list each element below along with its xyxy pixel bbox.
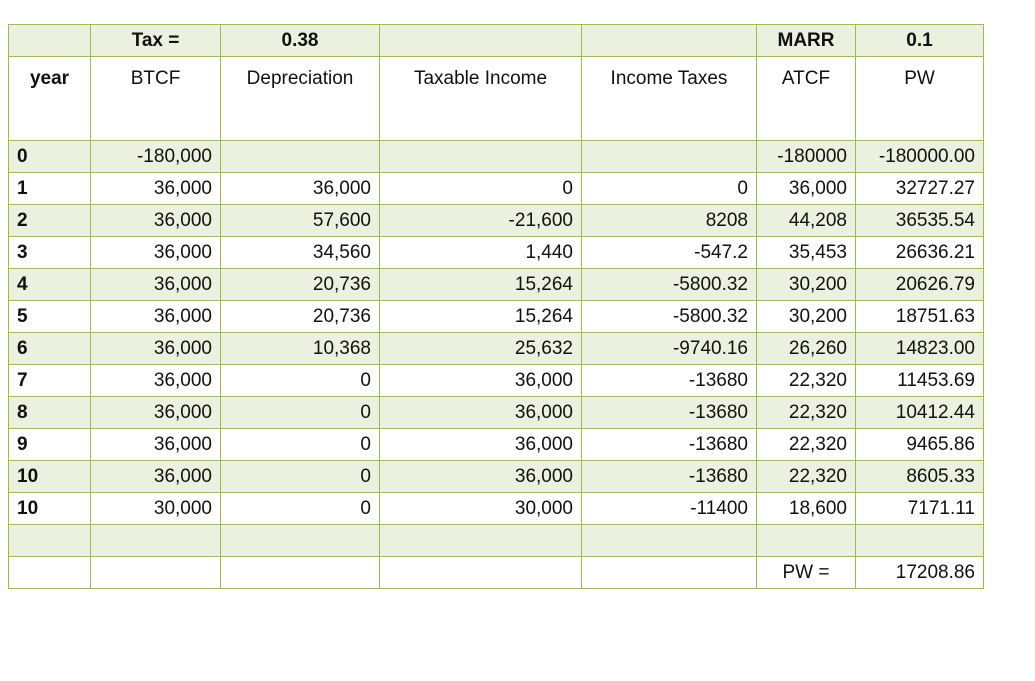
taxable-income-cell[interactable]: 36,000 [380, 461, 582, 493]
header-depreciation[interactable]: Depreciation [221, 57, 380, 141]
table-row [9, 205, 984, 237]
taxable-income-cell[interactable]: 1,440 [380, 237, 582, 269]
depreciation-cell[interactable]: 36,000 [221, 173, 380, 205]
depreciation-cell[interactable]: 0 [221, 397, 380, 429]
year-cell[interactable]: 2 [9, 205, 91, 237]
table-row [9, 493, 984, 525]
year-cell[interactable]: 7 [9, 365, 91, 397]
atcf-cell[interactable]: 30,200 [757, 269, 856, 301]
pw-cell[interactable]: -180000.00 [856, 141, 984, 173]
table-row [9, 429, 984, 461]
empty-cell[interactable] [380, 557, 582, 589]
pw-cell[interactable]: 20626.79 [856, 269, 984, 301]
taxable-income-cell[interactable]: -21,600 [380, 205, 582, 237]
btcf-cell[interactable]: 36,000 [91, 237, 221, 269]
empty-cell[interactable] [582, 25, 757, 57]
year-cell[interactable]: 8 [9, 397, 91, 429]
pw-cell[interactable]: 26636.21 [856, 237, 984, 269]
year-cell[interactable]: 3 [9, 237, 91, 269]
depreciation-cell[interactable]: 0 [221, 365, 380, 397]
empty-cell[interactable] [9, 25, 91, 57]
marr-label-cell[interactable]: MARR [757, 25, 856, 57]
pw-cell[interactable]: 11453.69 [856, 365, 984, 397]
atcf-cell[interactable]: 36,000 [757, 173, 856, 205]
header-row [9, 57, 984, 141]
table-row [9, 173, 984, 205]
table-row [9, 269, 984, 301]
depreciation-cell[interactable]: 10,368 [221, 333, 380, 365]
parameter-row [9, 25, 984, 57]
pw-cell[interactable]: 10412.44 [856, 397, 984, 429]
empty-cell[interactable] [582, 557, 757, 589]
pw-cell[interactable]: 32727.27 [856, 173, 984, 205]
year-cell[interactable]: 0 [9, 141, 91, 173]
income-taxes-cell[interactable]: 0 [582, 173, 757, 205]
income-taxes-cell[interactable]: -9740.16 [582, 333, 757, 365]
income-taxes-cell[interactable]: -547.2 [582, 237, 757, 269]
depreciation-cell[interactable]: 34,560 [221, 237, 380, 269]
income-taxes-cell[interactable]: 8208 [582, 205, 757, 237]
empty-cell[interactable] [91, 525, 221, 557]
cash-flow-table [8, 24, 984, 589]
taxable-income-cell[interactable]: 0 [380, 173, 582, 205]
year-cell[interactable]: 5 [9, 301, 91, 333]
btcf-cell[interactable]: 30,000 [91, 493, 221, 525]
atcf-cell[interactable]: 35,453 [757, 237, 856, 269]
blank-row [9, 525, 984, 557]
table-row [9, 301, 984, 333]
table-row [9, 461, 984, 493]
taxable-income-cell[interactable]: 36,000 [380, 365, 582, 397]
header-year[interactable]: year [9, 57, 91, 141]
header-pw[interactable]: PW [856, 57, 984, 141]
year-cell[interactable]: 6 [9, 333, 91, 365]
atcf-cell[interactable]: 26,260 [757, 333, 856, 365]
atcf-cell[interactable]: 22,320 [757, 397, 856, 429]
total-label-cell[interactable]: PW = [757, 557, 856, 589]
total-pw-cell[interactable]: 17208.86 [856, 557, 984, 589]
total-row [9, 557, 984, 589]
empty-cell[interactable] [221, 557, 380, 589]
btcf-cell[interactable]: 36,000 [91, 205, 221, 237]
btcf-cell[interactable]: 36,000 [91, 397, 221, 429]
atcf-cell[interactable]: 22,320 [757, 429, 856, 461]
taxable-income-cell[interactable] [380, 141, 582, 173]
header-atcf[interactable]: ATCF [757, 57, 856, 141]
depreciation-cell[interactable] [221, 141, 380, 173]
btcf-cell[interactable]: 36,000 [91, 461, 221, 493]
pw-cell[interactable]: 9465.86 [856, 429, 984, 461]
btcf-cell[interactable]: 36,000 [91, 173, 221, 205]
taxable-income-cell[interactable]: 15,264 [380, 269, 582, 301]
income-taxes-cell[interactable]: -13680 [582, 429, 757, 461]
empty-cell[interactable] [757, 525, 856, 557]
depreciation-cell[interactable]: 20,736 [221, 301, 380, 333]
pw-cell[interactable]: 7171.11 [856, 493, 984, 525]
btcf-cell[interactable]: 36,000 [91, 429, 221, 461]
income-taxes-cell[interactable]: -5800.32 [582, 301, 757, 333]
empty-cell[interactable] [91, 557, 221, 589]
depreciation-cell[interactable]: 0 [221, 429, 380, 461]
income-taxes-cell[interactable]: -5800.32 [582, 269, 757, 301]
taxable-income-cell[interactable]: 36,000 [380, 397, 582, 429]
taxable-income-cell[interactable]: 30,000 [380, 493, 582, 525]
pw-cell[interactable]: 14823.00 [856, 333, 984, 365]
pw-cell[interactable]: 36535.54 [856, 205, 984, 237]
header-btcf[interactable]: BTCF [91, 57, 221, 141]
depreciation-cell[interactable]: 0 [221, 461, 380, 493]
atcf-cell[interactable]: 22,320 [757, 365, 856, 397]
tax-label-cell[interactable]: Tax = [91, 25, 221, 57]
table-row [9, 141, 984, 173]
income-taxes-cell[interactable] [582, 141, 757, 173]
header-income-taxes[interactable]: Income Taxes [582, 57, 757, 141]
income-taxes-cell[interactable]: -11400 [582, 493, 757, 525]
empty-cell[interactable] [380, 525, 582, 557]
pw-cell[interactable]: 8605.33 [856, 461, 984, 493]
empty-cell[interactable] [856, 525, 984, 557]
btcf-cell[interactable]: 36,000 [91, 301, 221, 333]
income-taxes-cell[interactable]: -13680 [582, 365, 757, 397]
year-cell[interactable]: 4 [9, 269, 91, 301]
tax-rate-cell[interactable]: 0.38 [221, 25, 380, 57]
table-row [9, 333, 984, 365]
table-row [9, 237, 984, 269]
year-cell[interactable]: 1 [9, 173, 91, 205]
empty-cell[interactable] [380, 25, 582, 57]
empty-cell[interactable] [9, 525, 91, 557]
btcf-cell[interactable]: 36,000 [91, 269, 221, 301]
depreciation-cell[interactable]: 57,600 [221, 205, 380, 237]
income-taxes-cell[interactable]: -13680 [582, 397, 757, 429]
btcf-cell[interactable]: -180,000 [91, 141, 221, 173]
year-cell[interactable]: 9 [9, 429, 91, 461]
income-taxes-cell[interactable]: -13680 [582, 461, 757, 493]
taxable-income-cell[interactable]: 15,264 [380, 301, 582, 333]
atcf-cell[interactable]: 22,320 [757, 461, 856, 493]
depreciation-cell[interactable]: 20,736 [221, 269, 380, 301]
atcf-cell[interactable]: -180000 [757, 141, 856, 173]
atcf-cell[interactable]: 18,600 [757, 493, 856, 525]
btcf-cell[interactable]: 36,000 [91, 333, 221, 365]
btcf-cell[interactable]: 36,000 [91, 365, 221, 397]
header-taxable-income[interactable]: Taxable Income [380, 57, 582, 141]
table-row [9, 365, 984, 397]
taxable-income-cell[interactable]: 36,000 [380, 429, 582, 461]
atcf-cell[interactable]: 30,200 [757, 301, 856, 333]
table-row [9, 397, 984, 429]
empty-cell[interactable] [221, 525, 380, 557]
atcf-cell[interactable]: 44,208 [757, 205, 856, 237]
empty-cell[interactable] [9, 557, 91, 589]
year-cell[interactable]: 10 [9, 493, 91, 525]
pw-cell[interactable]: 18751.63 [856, 301, 984, 333]
empty-cell[interactable] [582, 525, 757, 557]
year-cell[interactable]: 10 [9, 461, 91, 493]
taxable-income-cell[interactable]: 25,632 [380, 333, 582, 365]
marr-value-cell[interactable]: 0.1 [856, 25, 984, 57]
depreciation-cell[interactable]: 0 [221, 493, 380, 525]
